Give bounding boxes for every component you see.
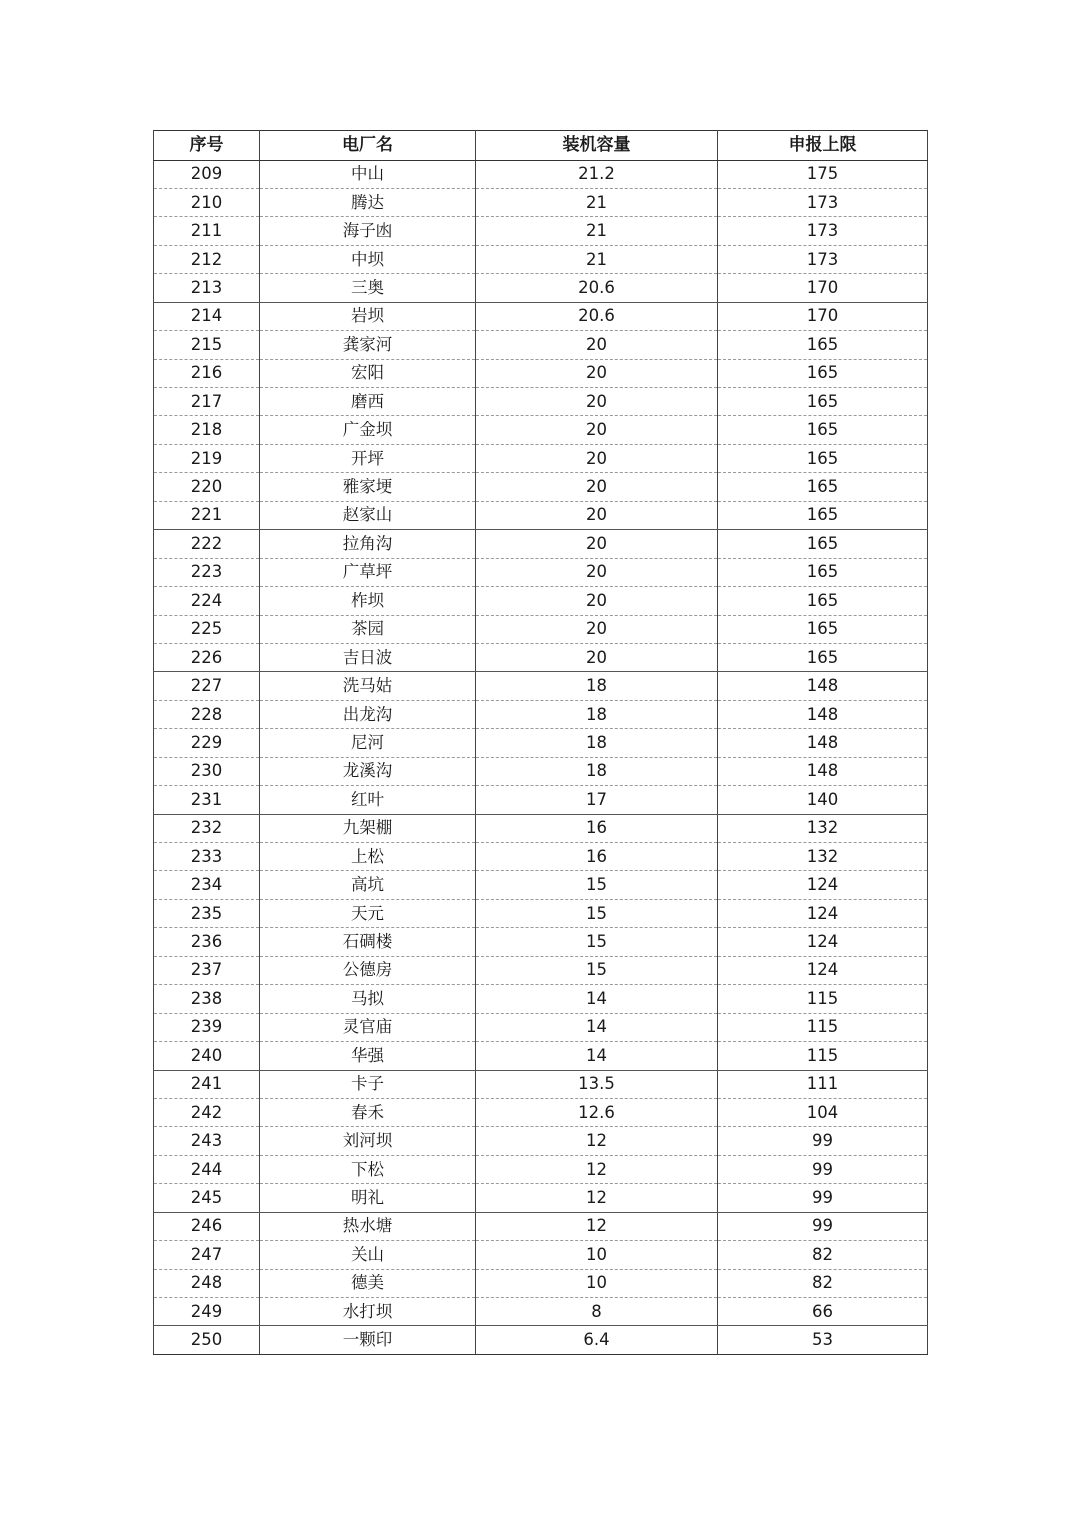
cell-plant-name: 尼河 (260, 729, 476, 757)
cell-plant-name: 中山 (260, 160, 476, 188)
cell-declared-limit: 165 (718, 416, 928, 444)
cell-installed-capacity: 13.5 (476, 1070, 718, 1098)
cell-plant-name: 下松 (260, 1155, 476, 1183)
table-row (154, 274, 928, 302)
cell-installed-capacity: 20 (476, 473, 718, 501)
cell-plant-name: 广草坪 (260, 558, 476, 586)
cell-declared-limit: 82 (718, 1269, 928, 1297)
cell-installed-capacity: 20 (476, 388, 718, 416)
table-row (154, 1212, 928, 1240)
table-row (154, 1098, 928, 1126)
cell-installed-capacity: 18 (476, 700, 718, 728)
cell-plant-name: 春禾 (260, 1098, 476, 1126)
cell-declared-limit: 165 (718, 558, 928, 586)
cell-installed-capacity: 20 (476, 558, 718, 586)
cell-declared-limit: 173 (718, 245, 928, 273)
cell-index: 213 (154, 274, 260, 302)
cell-declared-limit: 165 (718, 388, 928, 416)
cell-index: 214 (154, 302, 260, 330)
cell-index: 248 (154, 1269, 260, 1297)
table-row (154, 1298, 928, 1326)
cell-index: 247 (154, 1241, 260, 1269)
table-row (154, 1127, 928, 1155)
table-row (154, 1070, 928, 1098)
cell-installed-capacity: 15 (476, 956, 718, 984)
header-declared-limit: 申报上限 (718, 131, 928, 161)
cell-installed-capacity: 14 (476, 985, 718, 1013)
cell-index: 227 (154, 672, 260, 700)
cell-declared-limit: 148 (718, 729, 928, 757)
cell-installed-capacity: 14 (476, 1013, 718, 1041)
table-row (154, 615, 928, 643)
cell-installed-capacity: 12.6 (476, 1098, 718, 1126)
cell-plant-name: 龚家河 (260, 331, 476, 359)
cell-installed-capacity: 20 (476, 444, 718, 472)
cell-index: 245 (154, 1184, 260, 1212)
cell-plant-name: 上松 (260, 843, 476, 871)
cell-declared-limit: 173 (718, 188, 928, 216)
cell-installed-capacity: 20.6 (476, 302, 718, 330)
cell-index: 211 (154, 217, 260, 245)
cell-declared-limit: 165 (718, 530, 928, 558)
cell-plant-name: 华强 (260, 1042, 476, 1070)
cell-plant-name: 红叶 (260, 786, 476, 814)
cell-declared-limit: 66 (718, 1298, 928, 1326)
cell-declared-limit: 165 (718, 359, 928, 387)
table-row (154, 1155, 928, 1183)
cell-plant-name: 明礼 (260, 1184, 476, 1212)
cell-index: 224 (154, 587, 260, 615)
header-row (154, 131, 928, 161)
cell-index: 217 (154, 388, 260, 416)
cell-installed-capacity: 21 (476, 188, 718, 216)
cell-declared-limit: 111 (718, 1070, 928, 1098)
cell-installed-capacity: 21 (476, 245, 718, 273)
cell-declared-limit: 140 (718, 786, 928, 814)
table-body (154, 160, 928, 1354)
table-row (154, 643, 928, 671)
cell-declared-limit: 99 (718, 1127, 928, 1155)
cell-index: 210 (154, 188, 260, 216)
cell-plant-name: 出龙沟 (260, 700, 476, 728)
cell-index: 230 (154, 757, 260, 785)
table-row (154, 729, 928, 757)
cell-plant-name: 关山 (260, 1241, 476, 1269)
cell-installed-capacity: 16 (476, 843, 718, 871)
table-row (154, 501, 928, 529)
cell-installed-capacity: 15 (476, 899, 718, 927)
cell-installed-capacity: 20 (476, 501, 718, 529)
table-row (154, 160, 928, 188)
table-row (154, 188, 928, 216)
cell-plant-name: 茶园 (260, 615, 476, 643)
cell-installed-capacity: 14 (476, 1042, 718, 1070)
cell-installed-capacity: 20 (476, 416, 718, 444)
cell-plant-name: 海子凼 (260, 217, 476, 245)
cell-installed-capacity: 20 (476, 587, 718, 615)
cell-index: 226 (154, 643, 260, 671)
cell-index: 238 (154, 985, 260, 1013)
table-row (154, 871, 928, 899)
cell-index: 223 (154, 558, 260, 586)
cell-index: 219 (154, 444, 260, 472)
table-row (154, 1042, 928, 1070)
cell-declared-limit: 132 (718, 814, 928, 842)
cell-index: 220 (154, 473, 260, 501)
cell-declared-limit: 148 (718, 672, 928, 700)
cell-installed-capacity: 12 (476, 1212, 718, 1240)
cell-installed-capacity: 8 (476, 1298, 718, 1326)
cell-plant-name: 高坑 (260, 871, 476, 899)
cell-declared-limit: 115 (718, 985, 928, 1013)
cell-declared-limit: 148 (718, 700, 928, 728)
cell-index: 246 (154, 1212, 260, 1240)
cell-declared-limit: 124 (718, 871, 928, 899)
table-row (154, 444, 928, 472)
cell-plant-name: 磨西 (260, 388, 476, 416)
header-plant-name: 电厂名 (260, 131, 476, 161)
cell-plant-name: 马拟 (260, 985, 476, 1013)
table-row (154, 672, 928, 700)
table-row (154, 757, 928, 785)
cell-index: 236 (154, 928, 260, 956)
cell-declared-limit: 175 (718, 160, 928, 188)
cell-plant-name: 宏阳 (260, 359, 476, 387)
table-row (154, 814, 928, 842)
cell-installed-capacity: 20 (476, 530, 718, 558)
table-row (154, 786, 928, 814)
cell-installed-capacity: 18 (476, 757, 718, 785)
cell-declared-limit: 115 (718, 1013, 928, 1041)
cell-index: 237 (154, 956, 260, 984)
cell-installed-capacity: 10 (476, 1269, 718, 1297)
cell-installed-capacity: 12 (476, 1127, 718, 1155)
cell-installed-capacity: 10 (476, 1241, 718, 1269)
cell-index: 243 (154, 1127, 260, 1155)
cell-declared-limit: 99 (718, 1184, 928, 1212)
cell-installed-capacity: 20 (476, 615, 718, 643)
cell-index: 239 (154, 1013, 260, 1041)
cell-index: 242 (154, 1098, 260, 1126)
table-row (154, 1269, 928, 1297)
cell-plant-name: 柞坝 (260, 587, 476, 615)
cell-plant-name: 赵家山 (260, 501, 476, 529)
table-row (154, 1241, 928, 1269)
cell-index: 218 (154, 416, 260, 444)
cell-plant-name: 雅家埂 (260, 473, 476, 501)
cell-plant-name: 中坝 (260, 245, 476, 273)
cell-declared-limit: 165 (718, 643, 928, 671)
cell-index: 216 (154, 359, 260, 387)
cell-installed-capacity: 20 (476, 359, 718, 387)
cell-index: 212 (154, 245, 260, 273)
cell-declared-limit: 124 (718, 899, 928, 927)
cell-declared-limit: 165 (718, 331, 928, 359)
table-row (154, 928, 928, 956)
cell-installed-capacity: 12 (476, 1184, 718, 1212)
table-row (154, 587, 928, 615)
cell-plant-name: 拉角沟 (260, 530, 476, 558)
cell-plant-name: 吉日波 (260, 643, 476, 671)
cell-index: 232 (154, 814, 260, 842)
header-index: 序号 (154, 131, 260, 161)
table-row (154, 416, 928, 444)
cell-plant-name: 九架棚 (260, 814, 476, 842)
cell-installed-capacity: 15 (476, 871, 718, 899)
cell-installed-capacity: 16 (476, 814, 718, 842)
cell-declared-limit: 104 (718, 1098, 928, 1126)
table-header (154, 131, 928, 161)
cell-plant-name: 刘河坝 (260, 1127, 476, 1155)
cell-index: 225 (154, 615, 260, 643)
table-row (154, 1184, 928, 1212)
cell-installed-capacity: 20 (476, 643, 718, 671)
table-row (154, 700, 928, 728)
header-installed-capacity: 装机容量 (476, 131, 718, 161)
table-row (154, 1013, 928, 1041)
cell-plant-name: 龙溪沟 (260, 757, 476, 785)
cell-declared-limit: 99 (718, 1155, 928, 1183)
cell-index: 235 (154, 899, 260, 927)
cell-index: 222 (154, 530, 260, 558)
cell-plant-name: 一颗印 (260, 1326, 476, 1354)
cell-index: 231 (154, 786, 260, 814)
table-row (154, 899, 928, 927)
cell-index: 244 (154, 1155, 260, 1183)
cell-installed-capacity: 12 (476, 1155, 718, 1183)
table-row (154, 1326, 928, 1354)
cell-plant-name: 灵官庙 (260, 1013, 476, 1041)
cell-declared-limit: 173 (718, 217, 928, 245)
cell-index: 215 (154, 331, 260, 359)
cell-declared-limit: 165 (718, 501, 928, 529)
cell-index: 221 (154, 501, 260, 529)
cell-plant-name: 热水塘 (260, 1212, 476, 1240)
cell-plant-name: 公德房 (260, 956, 476, 984)
table-row (154, 530, 928, 558)
cell-plant-name: 洗马姑 (260, 672, 476, 700)
cell-index: 241 (154, 1070, 260, 1098)
cell-plant-name: 卡子 (260, 1070, 476, 1098)
cell-declared-limit: 165 (718, 615, 928, 643)
table-row (154, 558, 928, 586)
cell-declared-limit: 53 (718, 1326, 928, 1354)
cell-declared-limit: 170 (718, 274, 928, 302)
cell-installed-capacity: 17 (476, 786, 718, 814)
table-row (154, 359, 928, 387)
cell-declared-limit: 132 (718, 843, 928, 871)
table-row (154, 245, 928, 273)
cell-installed-capacity: 21.2 (476, 160, 718, 188)
cell-plant-name: 广金坝 (260, 416, 476, 444)
cell-index: 249 (154, 1298, 260, 1326)
cell-declared-limit: 165 (718, 587, 928, 615)
cell-declared-limit: 148 (718, 757, 928, 785)
cell-installed-capacity: 20.6 (476, 274, 718, 302)
cell-index: 233 (154, 843, 260, 871)
cell-declared-limit: 170 (718, 302, 928, 330)
cell-installed-capacity: 18 (476, 729, 718, 757)
cell-installed-capacity: 18 (476, 672, 718, 700)
table-row (154, 985, 928, 1013)
cell-declared-limit: 124 (718, 928, 928, 956)
cell-plant-name: 天元 (260, 899, 476, 927)
cell-plant-name: 腾达 (260, 188, 476, 216)
table-row (154, 956, 928, 984)
cell-installed-capacity: 20 (476, 331, 718, 359)
power-plant-table (153, 130, 928, 1355)
cell-index: 209 (154, 160, 260, 188)
cell-plant-name: 水打坝 (260, 1298, 476, 1326)
cell-declared-limit: 124 (718, 956, 928, 984)
cell-declared-limit: 115 (718, 1042, 928, 1070)
cell-plant-name: 开坪 (260, 444, 476, 472)
cell-declared-limit: 99 (718, 1212, 928, 1240)
table-row (154, 843, 928, 871)
cell-plant-name: 石碉楼 (260, 928, 476, 956)
table-row (154, 473, 928, 501)
cell-installed-capacity: 6.4 (476, 1326, 718, 1354)
cell-index: 250 (154, 1326, 260, 1354)
cell-index: 228 (154, 700, 260, 728)
cell-installed-capacity: 21 (476, 217, 718, 245)
cell-index: 240 (154, 1042, 260, 1070)
table-row (154, 302, 928, 330)
table-row (154, 217, 928, 245)
cell-plant-name: 三奥 (260, 274, 476, 302)
cell-plant-name: 德美 (260, 1269, 476, 1297)
table-row (154, 388, 928, 416)
cell-declared-limit: 165 (718, 473, 928, 501)
cell-declared-limit: 82 (718, 1241, 928, 1269)
table-row (154, 331, 928, 359)
cell-index: 229 (154, 729, 260, 757)
cell-installed-capacity: 15 (476, 928, 718, 956)
cell-index: 234 (154, 871, 260, 899)
cell-plant-name: 岩坝 (260, 302, 476, 330)
cell-declared-limit: 165 (718, 444, 928, 472)
